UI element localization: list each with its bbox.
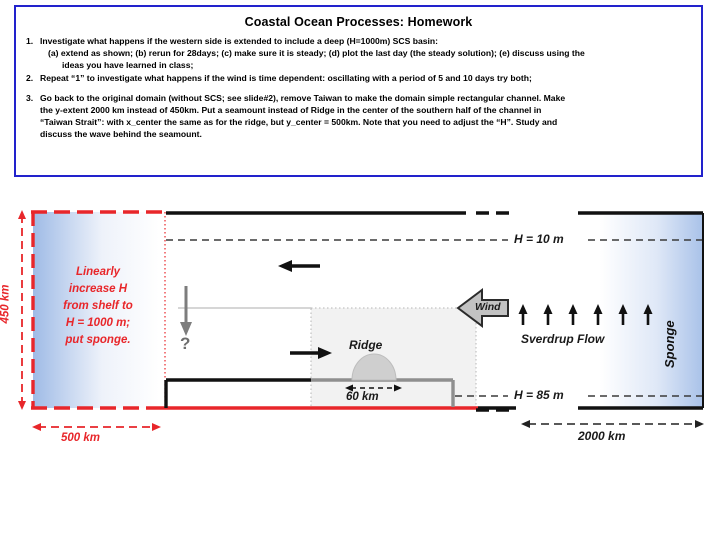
list-spacer (22, 85, 691, 93)
scs-note-line: from shelf to (63, 300, 133, 312)
list-item (22, 36, 691, 72)
list-item-line: Go back to the original domain (without SCS; see slide#2), remove Taiwan to make the domain simple rectangular channel. Make (40, 93, 566, 104)
domain-schematic (0, 186, 720, 466)
list-item-line: (a) extend as shown; (b) rerun for 28days; (c) make sure it is steady; (d) plot the last day (the steady solution); (e) discuss using the (48, 47, 585, 58)
westward-flow-arrow-head (278, 260, 292, 272)
homework-panel (14, 5, 703, 177)
sponge-fill (600, 212, 703, 408)
depth-label-h10m: H = 10 m (514, 232, 564, 246)
dim-500km-arrow-right (152, 423, 161, 431)
question-mark-label: ? (180, 334, 191, 353)
scs-basin-note (46, 264, 150, 349)
dimension-label-60km: 60 km (346, 391, 379, 403)
list-item-number: 3. (26, 93, 34, 104)
list-item (22, 93, 691, 140)
dim-450km-arrow-top (18, 210, 26, 219)
list-item-body (40, 36, 691, 72)
list-item-number: 2. (26, 72, 34, 83)
page-title: Coastal Ocean Processes: Homework (244, 15, 473, 29)
scs-note-line: increase H (68, 283, 128, 295)
scs-note-line: put sponge. (65, 334, 131, 346)
list-item-number: 1. (26, 36, 34, 46)
dim-500km-arrow-left (32, 423, 41, 431)
list-item-body (40, 73, 691, 85)
dimension-label-500km: 500 km (61, 432, 101, 444)
list-item-line: the y-extent 2000 km instead of 450km. Put a seamount instead of Ridge in the center of the southern half of the channel in (40, 105, 542, 116)
ridge-label: Ridge (349, 338, 383, 352)
strait-region (311, 308, 476, 408)
list-item-body (40, 93, 691, 140)
depth-label-h85m: H = 85 m (514, 388, 564, 402)
scs-note-line: Linearly (75, 266, 121, 278)
dimension-label-450km: 450 km (0, 284, 12, 324)
wind-label: Wind (475, 301, 501, 313)
dimension-label-2000km: 2000 km (578, 429, 626, 443)
scs-note-line: H = 1000 m; (65, 317, 131, 329)
sponge-label: Sponge (662, 320, 677, 368)
dim-2000km-arrow-left (521, 420, 530, 428)
homework-list (16, 36, 701, 141)
list-item-line: Investigate what happens if the western side is extended to include a deep (H=1000m) SCS basin: (40, 36, 439, 46)
sverdrup-flow-label: Sverdrup Flow (521, 332, 605, 346)
list-item (22, 73, 691, 85)
list-item-line: ideas you have learned in class; (62, 59, 194, 70)
list-item-line: “Taiwan Strait”: with x_center the same as for the ridge, but y_center = 500km. Note that you need to adjust the “H”. Study and (40, 117, 558, 128)
dim-450km-arrow-bottom (18, 401, 26, 410)
list-item-line: discuss the wave behind the seamount. (40, 129, 202, 140)
list-item-line: Repeat “1” to investigate what happens if the wind is time dependent: oscillating with a period of 5 and 10 days try both; (40, 72, 532, 83)
dim-2000km-arrow-right (695, 420, 704, 428)
